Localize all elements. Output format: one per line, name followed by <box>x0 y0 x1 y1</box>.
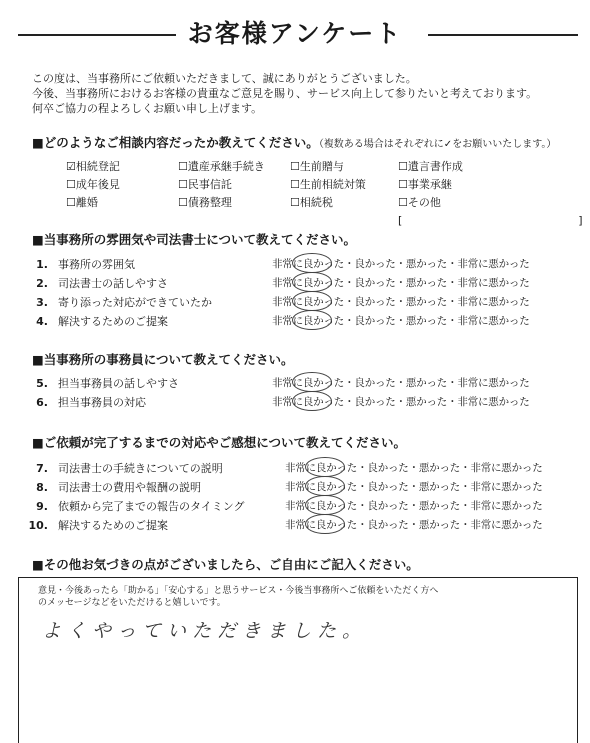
option-label: 生前相続対策 <box>299 178 366 191</box>
comment-note-line-2: のメッセージなどをいただけると嬉しいです。 <box>38 598 226 608</box>
question-label: 司法書士の費用や報酬の説明 <box>58 481 201 494</box>
selected-answer-circle <box>292 291 332 311</box>
page-title: お客様アンケート <box>187 19 403 48</box>
rating-scale[interactable]: 非常に良かった・良かった・悪かった・非常に悪かった <box>272 296 530 308</box>
option-label: 遺産承継手続き <box>187 160 265 173</box>
question-number: 2. <box>36 277 48 290</box>
rating-scale[interactable]: 非常に良かった・良かった・悪かった・非常に悪かった <box>285 519 543 531</box>
question-label: 寄り添った対応ができていたか <box>58 296 212 309</box>
question-row <box>28 375 179 391</box>
checkbox-icon[interactable]: ☐ <box>398 160 408 173</box>
selected-answer-circle <box>292 253 332 273</box>
rating-scale[interactable]: 非常に良かった・良かった・悪かった・非常に悪かった <box>272 396 530 408</box>
option-label: 遺言書作成 <box>407 160 463 173</box>
question-number: 7. <box>36 462 48 475</box>
question-label: 担当事務員の対応 <box>58 396 146 409</box>
option-label: 離婚 <box>75 196 98 209</box>
section-staff-heading: ■当事務所の事務員について教えてください。 <box>32 352 294 367</box>
checkbox-icon[interactable]: ☐ <box>398 178 408 191</box>
question-label: 依頼から完了までの報告のタイミング <box>58 500 245 513</box>
intro-line-2: 今後、当事務所におけるお客様の貴重なご意見を賜り、サービス向上して参りたいと考えております。 <box>32 87 538 100</box>
option-label: 債務整理 <box>187 196 232 209</box>
checkbox-icon[interactable]: ☐ <box>290 178 300 191</box>
question-number: 4. <box>36 315 48 328</box>
selected-answer-circle <box>292 372 332 392</box>
checkbox-icon[interactable]: ☐ <box>290 160 300 173</box>
question-row <box>28 294 212 310</box>
option-6[interactable] <box>178 176 232 192</box>
section-comments-heading: ■その他お気づきの点がございましたら、ご自由にご記入ください。 <box>32 557 419 572</box>
comment-note-line-1: 意見・今後あったら「助かる」「安心する」と思うサービス・今後当事務所へご依頼をいただく方へ <box>38 586 439 596</box>
comment-box-note <box>38 585 438 609</box>
section-consultation-heading <box>32 133 556 151</box>
option-5[interactable] <box>66 176 120 192</box>
question-label: 解決するためのご提案 <box>58 315 168 328</box>
intro-line-3: 何卒ご協力の程よろしくお願い申し上げます。 <box>32 102 263 115</box>
question-row <box>28 498 245 514</box>
title-rule-right <box>428 34 578 36</box>
question-label: 司法書士の話しやすさ <box>58 277 168 290</box>
checkbox-icon[interactable]: ☐ <box>398 196 408 209</box>
checkbox-icon[interactable]: ☐ <box>66 178 76 191</box>
question-row <box>28 275 168 291</box>
selected-answer-circle <box>305 495 345 515</box>
selected-answer-circle <box>305 457 345 477</box>
rating-scale[interactable]: 非常に良かった・良かった・悪かった・非常に悪かった <box>285 500 543 512</box>
handwritten-comment: よくやっていただきました。 <box>42 620 368 642</box>
question-row <box>28 479 201 495</box>
rating-scale[interactable]: 非常に良かった・良かった・悪かった・非常に悪かった <box>272 258 530 270</box>
question-number: 8. <box>36 481 48 494</box>
question-row <box>28 256 135 272</box>
question-number: 9. <box>36 500 48 513</box>
question-label: 解決するためのご提案 <box>58 519 168 532</box>
option-label: 相続登記 <box>75 160 120 173</box>
question-number: 5. <box>36 377 48 390</box>
rating-scale[interactable]: 非常に良かった・良かった・悪かった・非常に悪かった <box>285 481 543 493</box>
section-atmosphere-heading: ■当事務所の雰囲気や司法書士について教えてください。 <box>32 232 357 247</box>
question-number: 3. <box>36 296 48 309</box>
selected-answer-circle <box>305 514 345 534</box>
option-7[interactable] <box>290 176 366 192</box>
question-row <box>28 394 146 410</box>
section-consultation-title: ■どのようなご相談内容だったか教えてください。 <box>32 135 319 150</box>
other-bracket[interactable]: [ ] <box>398 214 583 227</box>
option-12[interactable] <box>398 194 441 210</box>
option-2[interactable] <box>178 158 265 174</box>
question-label: 司法書士の手続きについての説明 <box>58 462 223 475</box>
question-number: 10. <box>28 519 48 532</box>
option-10[interactable] <box>178 194 232 210</box>
rating-scale[interactable]: 非常に良かった・良かった・悪かった・非常に悪かった <box>272 377 530 389</box>
option-11[interactable] <box>290 194 333 210</box>
question-number: 1. <box>36 258 48 271</box>
intro-line-1: この度は、当事務所にご依頼いただきまして、誠にありがとうございました。 <box>32 72 417 85</box>
selected-answer-circle <box>305 476 345 496</box>
question-number: 6. <box>36 396 48 409</box>
question-row <box>28 517 168 533</box>
option-9[interactable] <box>66 194 98 210</box>
selected-answer-circle <box>292 391 332 411</box>
option-label: 相続税 <box>299 196 333 209</box>
option-label: 生前贈与 <box>299 160 344 173</box>
checkbox-icon[interactable]: ☐ <box>178 160 188 173</box>
checked-box-icon[interactable]: ☑ <box>66 160 76 173</box>
question-label: 事務所の雰囲気 <box>58 258 135 271</box>
question-row <box>28 460 223 476</box>
option-3[interactable] <box>290 158 344 174</box>
rating-scale[interactable]: 非常に良かった・良かった・悪かった・非常に悪かった <box>272 315 530 327</box>
checkbox-icon[interactable]: ☐ <box>178 178 188 191</box>
question-row <box>28 313 168 329</box>
option-label: 民事信託 <box>187 178 232 191</box>
option-4[interactable] <box>398 158 463 174</box>
section-completion-heading: ■ご依頼が完了するまでの対応やご感想について教えてください。 <box>32 435 407 450</box>
section-consultation-note: （複数ある場合はそれぞれに✓をお願いいたします。） <box>318 139 557 150</box>
selected-answer-circle <box>292 272 332 292</box>
option-1[interactable] <box>66 158 120 174</box>
rating-scale[interactable]: 非常に良かった・良かった・悪かった・非常に悪かった <box>285 462 543 474</box>
option-label: その他 <box>407 196 441 209</box>
option-8[interactable] <box>398 176 452 192</box>
option-label: 事業承継 <box>407 178 452 191</box>
question-label: 担当事務員の話しやすさ <box>58 377 179 390</box>
checkbox-icon[interactable]: ☐ <box>290 196 300 209</box>
option-label: 成年後見 <box>75 178 120 191</box>
checkbox-icon[interactable]: ☐ <box>178 196 188 209</box>
checkbox-icon[interactable]: ☐ <box>66 196 76 209</box>
rating-scale[interactable]: 非常に良かった・良かった・悪かった・非常に悪かった <box>272 277 530 289</box>
selected-answer-circle <box>292 310 332 330</box>
